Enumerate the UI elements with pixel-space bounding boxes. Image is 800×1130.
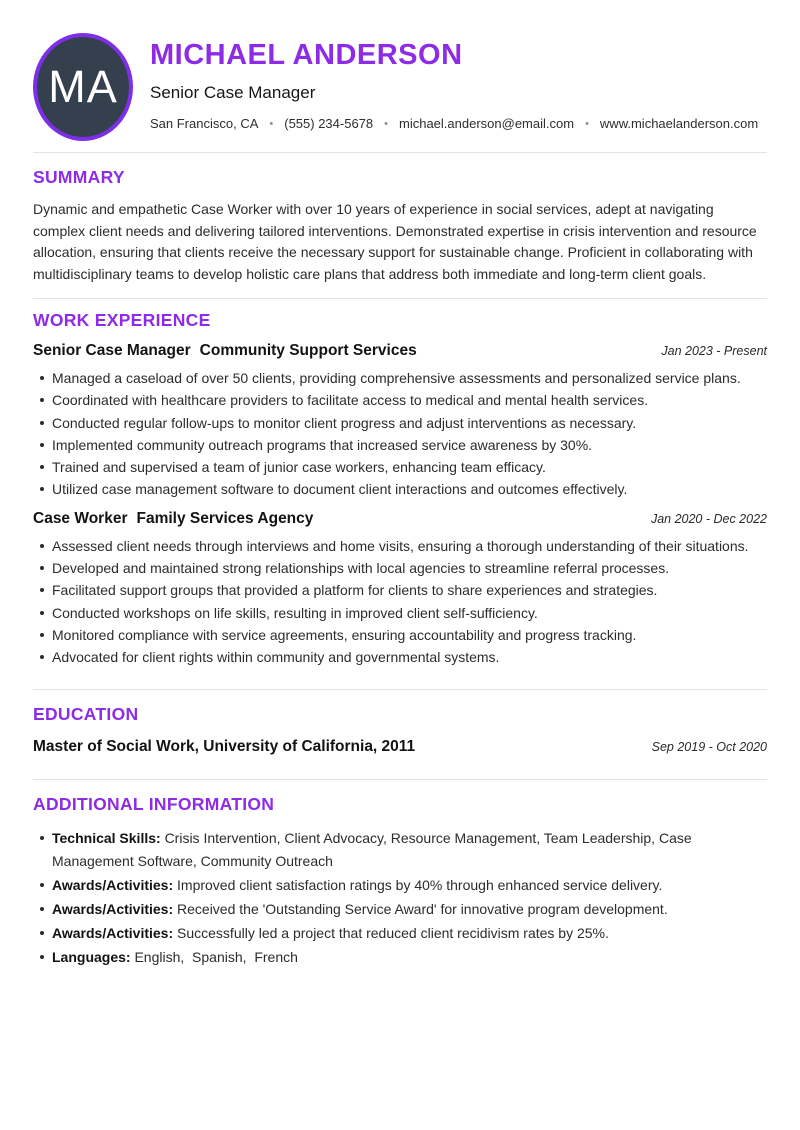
section-divider [33, 152, 767, 153]
info-item [33, 898, 767, 921]
info-text: Successfully led a project that reduced client recidivism rates by 25%. [177, 924, 609, 941]
job-entry [33, 509, 767, 669]
bullet-dot-icon [40, 566, 44, 570]
bullet-text: Conducted regular follow-ups to monitor client progress and adjust interventions as necessary. [52, 414, 637, 431]
bullet-dot-icon [40, 611, 44, 615]
bullet-item [33, 602, 767, 624]
job-company: Community Support Services [199, 342, 417, 359]
header [33, 33, 767, 141]
bullet-item [33, 646, 767, 668]
bullet-dot-icon [40, 655, 44, 659]
info-item [33, 922, 767, 945]
bullet-item [33, 624, 767, 646]
info-text: English, Spanish, French [134, 948, 298, 965]
section-heading-education: EDUCATION [33, 703, 139, 724]
bullet-dot-icon [40, 421, 44, 425]
section-heading-additional: ADDITIONAL INFORMATION [33, 793, 275, 814]
bullet-text: Managed a caseload of over 50 clients, providing comprehensive assessments and personalized service plans. [52, 370, 741, 386]
bullet-item [33, 389, 767, 411]
bullet-item [33, 412, 767, 434]
info-text: Improved client satisfaction ratings by 40% through enhanced service delivery. [177, 876, 663, 893]
info-text: Received the 'Outstanding Service Award' for innovative program development. [177, 900, 668, 917]
bullet-item [33, 434, 767, 456]
contact-item: (555) 234-5678 [284, 116, 374, 131]
contact-item: michael.anderson@email.com [399, 116, 575, 131]
bullet-text: Developed and maintained strong relationships with local agencies to streamline referral processes. [52, 560, 670, 577]
job-position: Senior Case Manager [33, 342, 191, 359]
avatar [33, 33, 133, 141]
bullet-dot-icon [40, 955, 44, 959]
contact-separator: • [585, 118, 589, 130]
job-company: Family Services Agency [136, 509, 314, 527]
bullet-dot-icon [40, 907, 44, 911]
section-divider [33, 689, 767, 690]
bullet-text: Conducted workshops on life skills, resulting in improved client self-sufficiency. [52, 604, 538, 621]
bullet-dot-icon [40, 633, 44, 637]
education-dates: Sep 2019 - Oct 2020 [651, 739, 767, 754]
bullet-text: Advocated for client rights within community and governmental systems. [52, 649, 500, 666]
bullet-text: Assessed client needs through interviews and home visits, ensuring a thorough understanding of their situations. [52, 537, 749, 554]
bullet-dot-icon [40, 398, 44, 402]
header-job-title: Senior Case Manager [150, 83, 316, 102]
job-header [33, 341, 767, 361]
bullet-dot-icon [40, 376, 44, 380]
bullet-dot-icon [40, 443, 44, 447]
education-degree: Master of Social Work, University of California, 2011 [33, 737, 416, 755]
bullet-text: Trained and supervised a team of junior case workers, enhancing team efficacy. [52, 459, 546, 476]
info-item [33, 946, 767, 969]
job-title-group [33, 509, 313, 529]
info-item [33, 874, 767, 897]
section-divider [33, 298, 767, 299]
bullet-item [33, 456, 767, 478]
bullet-dot-icon [40, 836, 44, 840]
job-list [33, 341, 767, 669]
section-additional-information [33, 794, 767, 969]
section-summary [33, 167, 767, 285]
info-label: Awards/Activities: [52, 924, 174, 941]
job-bullets [33, 367, 767, 501]
job-dates: Jan 2020 - Dec 2022 [650, 511, 767, 526]
bullet-dot-icon [40, 487, 44, 491]
bullet-item [33, 478, 767, 500]
bullet-item [33, 367, 767, 389]
info-label: Awards/Activities: [52, 876, 174, 893]
avatar-initials: MA [48, 61, 118, 112]
job-dates: Jan 2023 - Present [661, 344, 767, 358]
info-item [33, 827, 767, 873]
bullet-text: Facilitated support groups that provided a platform for clients to share experiences and strategies. [52, 582, 658, 599]
page-title: MICHAEL ANDERSON [150, 39, 463, 71]
bullet-text: Monitored compliance with service agreements, ensuring accountability and progress tracking. [52, 626, 637, 643]
bullet-dot-icon [40, 883, 44, 887]
bullet-dot-icon [40, 588, 44, 592]
job-position: Case Worker [33, 509, 128, 527]
job-title-group [33, 341, 417, 361]
bullet-item [33, 557, 767, 579]
section-divider [33, 779, 767, 780]
info-label: Awards/Activities: [52, 900, 174, 917]
education-entry [33, 737, 767, 757]
info-text: Crisis Intervention, Client Advocacy, Resource Management, Team Leadership, Case Management Software, Community Outreach [52, 829, 696, 869]
section-education [33, 704, 767, 757]
section-heading-work: WORK EXPERIENCE [33, 310, 211, 330]
job-bullets [33, 535, 767, 669]
bullet-dot-icon [40, 931, 44, 935]
job-header [33, 509, 767, 529]
section-work-experience [33, 310, 767, 669]
bullet-item [33, 535, 767, 557]
section-heading-summary: SUMMARY [33, 167, 125, 187]
job-entry [33, 341, 767, 501]
contact-separator: • [384, 118, 388, 130]
bullet-text: Implemented community outreach programs that increased service awareness by 30%. [52, 436, 593, 453]
header-text [150, 33, 758, 132]
info-label: Languages: [52, 948, 131, 965]
bullet-dot-icon [40, 544, 44, 548]
contact-item: San Francisco, CA [150, 116, 259, 131]
contact-line [150, 116, 758, 132]
bullet-text: Utilized case management software to document client interactions and outcomes effectively. [52, 481, 628, 498]
contact-item: www.michaelanderson.com [599, 116, 759, 131]
info-label: Technical Skills: [52, 829, 161, 846]
info-list [33, 827, 767, 969]
bullet-item [33, 579, 767, 601]
bullet-dot-icon [40, 465, 44, 469]
bullet-text: Coordinated with healthcare providers to facilitate access to medical and mental health services. [52, 392, 649, 409]
summary-text: Dynamic and empathetic Case Worker with over 10 years of experience in social services, adept at navigating complex client needs and delivering tailored interventions. Demonstrated expertise in crisis intervention and resource allocation, ensuring that clients receive the necessary support for sustainable change. Proficient in collaborating with multidisciplinary teams to develop holistic care plans that address both immediate and long-term client goals. [33, 201, 757, 282]
contact-separator: • [269, 118, 274, 130]
